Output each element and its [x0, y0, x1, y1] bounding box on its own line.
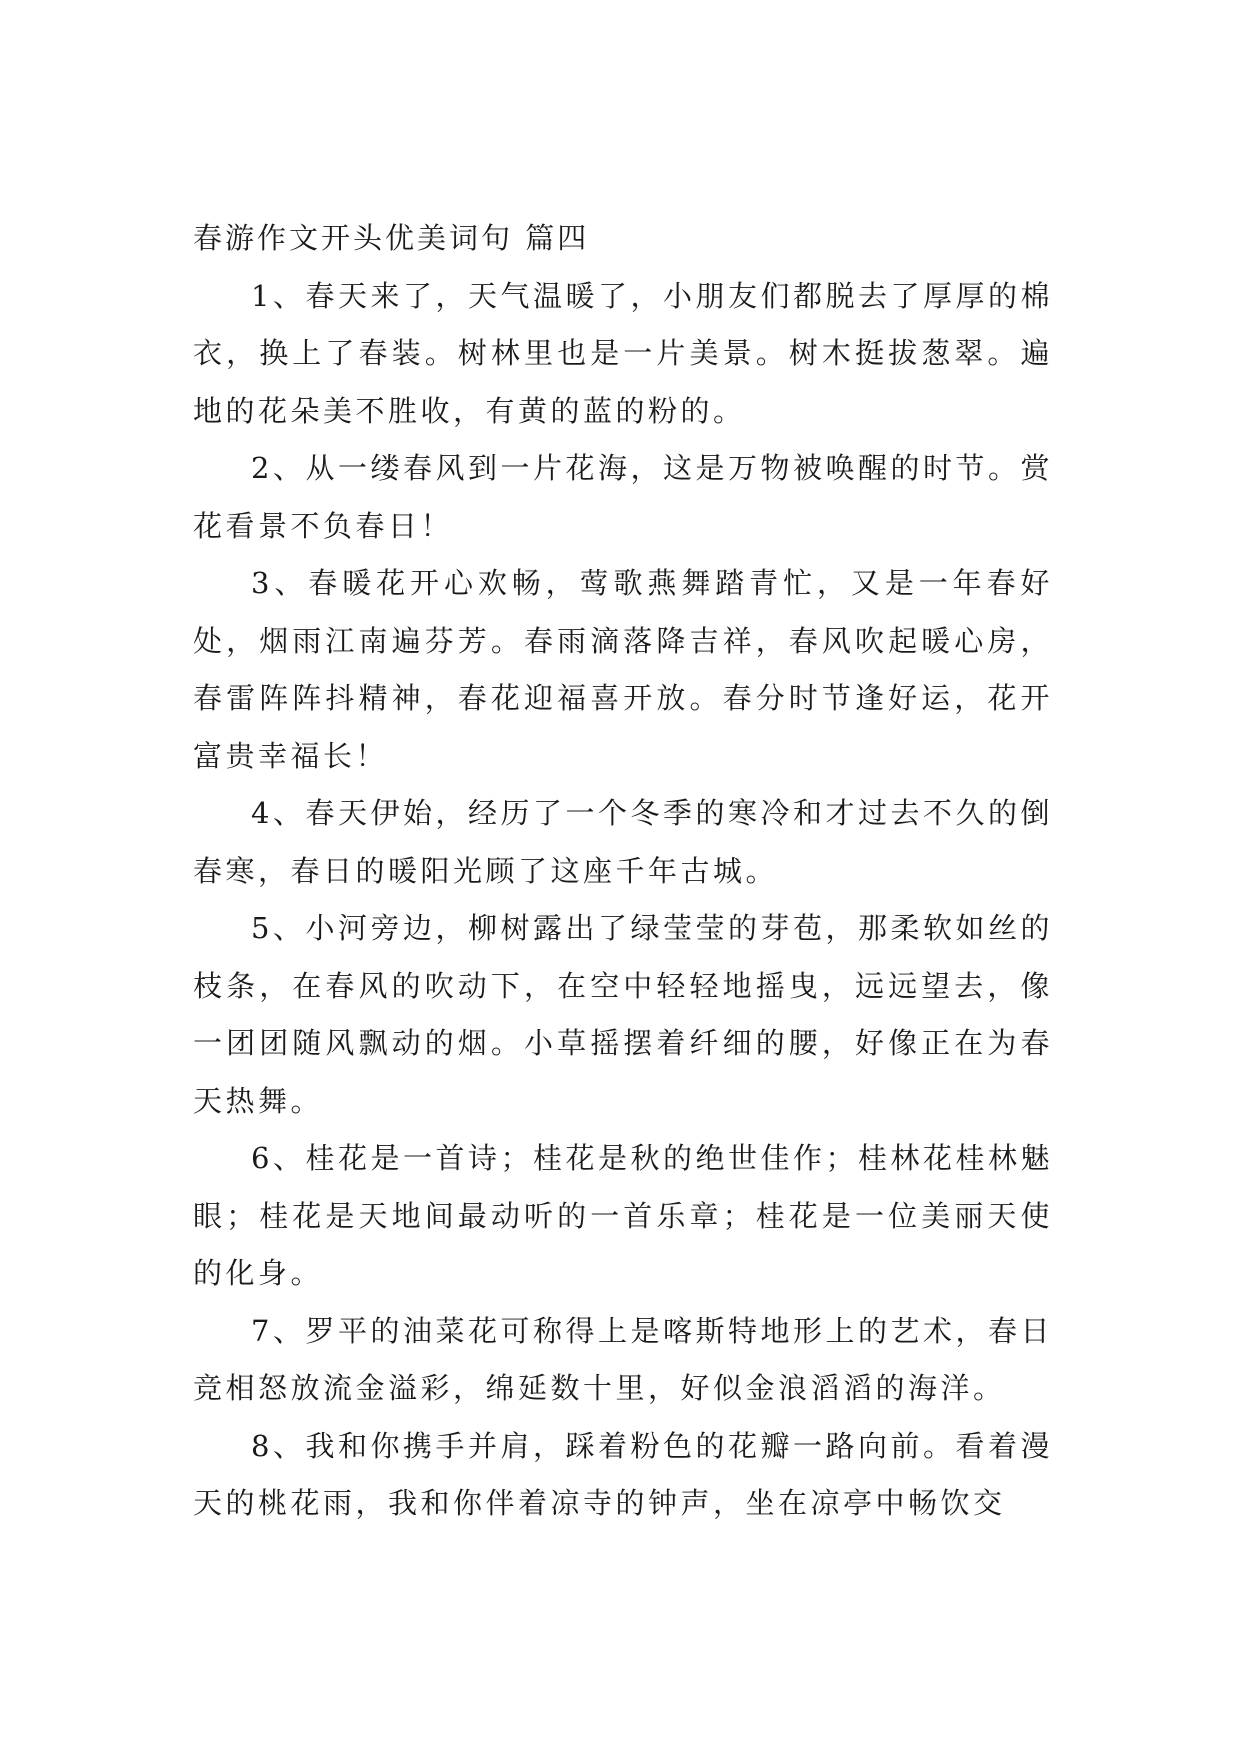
document-body	[193, 210, 1053, 1533]
paragraph-8: 8、我和你携手并肩，踩着粉色的花瓣一路向前。看着漫天的桃花雨，我和你伴着凉寺的钟声，坐在凉亭中畅饮交	[193, 1428, 1053, 1520]
paragraph-6: 6、桂花是一首诗；桂花是秋的绝世佳作；桂林花桂林魅眼；桂花是天地间最动听的一首乐章；桂花是一位美丽天使的化身。	[193, 1141, 1053, 1290]
paragraph-7: 7、罗平的油菜花可称得上是喀斯特地形上的艺术，春日竞相怒放流金溢彩，绵延数十里，好似金浪滔滔的海洋。	[193, 1313, 1053, 1405]
paragraph-3: 3、春暖花开心欢畅，莺歌燕舞踏青忙，又是一年春好处，烟雨江南遍芬芳。春雨滴落降吉祥，春风吹起暖心房，春雷阵阵抖精神，春花迎福喜开放。春分时节逢好运，花开富贵幸福长！	[193, 566, 1053, 773]
paragraph-1: 1、春天来了，天气温暖了，小朋友们都脱去了厚厚的棉衣，换上了春装。树林里也是一片美景。树木挺拔葱翠。遍地的花朵美不胜收，有黄的蓝的粉的。	[193, 278, 1053, 428]
paragraph-4: 4、春天伊始，经历了一个冬季的寒冷和才过去不久的倒春寒，春日的暖阳光顾了这座千年古城。	[193, 796, 1053, 888]
document-title: 春游作文开头优美词句 篇四	[193, 221, 590, 255]
paragraph-2: 2、从一缕春风到一片花海，这是万物被唤醒的时节。赏花看景不负春日！	[193, 451, 1053, 543]
paragraph-5: 5、小河旁边，柳树露出了绿莹莹的芽苞，那柔软如丝的枝条，在春风的吹动下，在空中轻轻地摇曳，远远望去，像一团团随风飘动的烟。小草摇摆着纤细的腰，好像正在为春天热舞。	[193, 911, 1053, 1118]
